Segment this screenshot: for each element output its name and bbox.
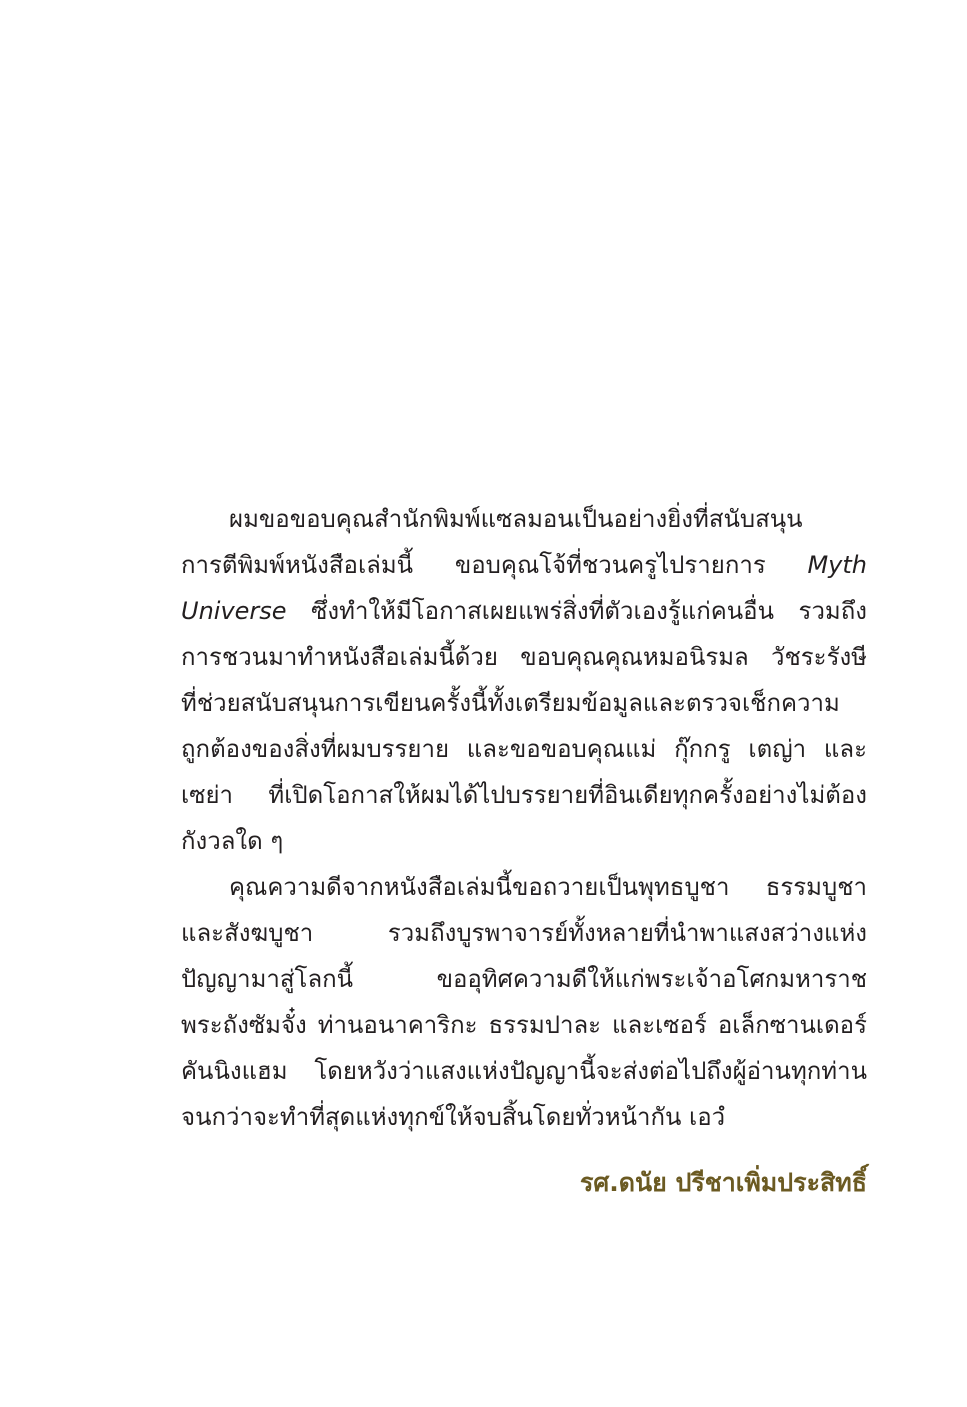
paragraph-line: คันนิงแฮม โดยหวังว่าแสงแห่งปัญญานี้จะส่งต่อไปถึงผู้อ่านทุกท่าน [181, 1057, 867, 1085]
paragraph-line: จนกว่าจะทำที่สุดแห่งทุกข์ให้จบสิ้นโดยทั่วหน้ากัน เอวํ [181, 1103, 726, 1131]
paragraph-line: ปัญญามาสู่โลกนี้ ขออุทิศความดีให้แก่พระเจ้าอโศกมหาราช [181, 965, 867, 993]
paragraph-line: พระถังซัมจั๋ง ท่านอนาคาริกะ ธรรมปาละ และเซอร์ อเล็กซานเดอร์ [181, 1011, 867, 1039]
author-signature: รศ.ดนัย ปรีชาเพิ่มประสิทธิ์ [580, 1168, 867, 1197]
paragraph-line: การชวนมาทำหนังสือเล่มนี้ด้วย ขอบคุณคุณหมอนิรมล วัชระรังษี [181, 643, 867, 671]
paragraph-line [181, 588, 867, 634]
line-text: ซึ่งทำให้มีโอกาสเผยแพร่สิ่งที่ตัวเองรู้แก่คนอื่น รวมถึง [286, 597, 867, 625]
line-text: การตีพิมพ์หนังสือเล่มนี้ ขอบคุณโจ้ที่ชวนครูไปรายการ [181, 551, 808, 579]
paragraph-line: คุณความดีจากหนังสือเล่มนี้ขอถวายเป็นพุทธบูชา ธรรมบูชา [229, 873, 867, 901]
paragraph-line: กังวลใด ๆ [181, 827, 284, 855]
paragraph-line: ถูกต้องของสิ่งที่ผมบรรยาย และขอขอบคุณแม่ กุ๊กกรู เตญ่า และ [181, 735, 867, 763]
line-text-italic: Myth [807, 551, 867, 579]
paragraph-line [181, 542, 867, 588]
paragraph-line: ที่ช่วยสนับสนุนการเขียนครั้งนี้ทั้งเตรียมข้อมูลและตรวจเช็กความ [181, 689, 840, 717]
line-text-italic: Universe [181, 597, 287, 625]
acknowledgement-body [181, 496, 867, 1140]
paragraph-line: เซย่า ที่เปิดโอกาสให้ผมได้ไปบรรยายที่อินเดียทุกครั้งอย่างไม่ต้อง [181, 781, 867, 809]
paragraph-1 [181, 496, 867, 864]
paragraph-line: ผมขอขอบคุณสำนักพิมพ์แซลมอนเป็นอย่างยิ่งที่สนับสนุน [229, 505, 803, 533]
paragraph-2 [181, 864, 867, 1140]
paragraph-line: และสังฆบูชา รวมถึงบูรพาจารย์ทั้งหลายที่นำพาแสงสว่างแห่ง [181, 919, 867, 947]
